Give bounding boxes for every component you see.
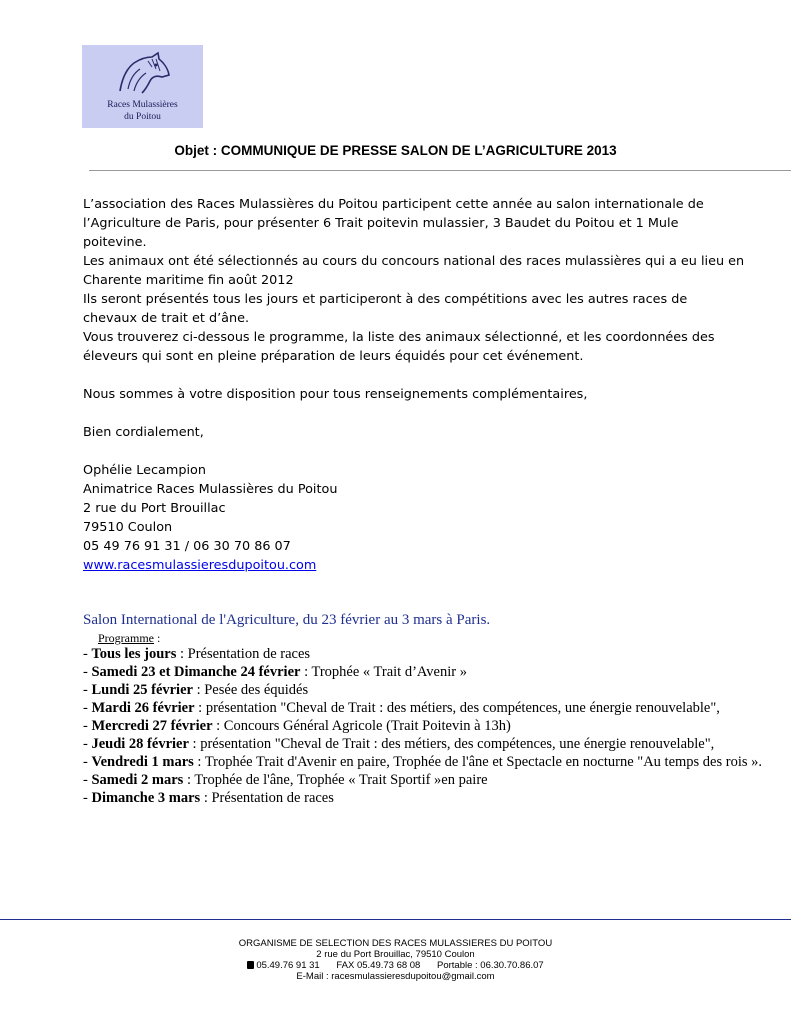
programme-day: Mardi 26 février: [91, 700, 195, 716]
programme-item: - Mercredi 27 février : Concours Général Agricole (Trait Poitevin à 13h): [83, 718, 511, 734]
letter-line: chevaux de trait et d’âne.: [83, 311, 250, 326]
letter-line: poitevine.: [83, 235, 147, 250]
footer-fax: FAX 05.49.73 68 08: [336, 960, 421, 971]
letter-line: Charente maritime fin août 2012: [83, 273, 294, 288]
programme-day: Jeudi 28 février: [91, 736, 189, 752]
programme-section: [83, 611, 763, 807]
programme-item: - Samedi 2 mars : Trophée de l'âne, Trophée « Trait Sportif »en paire: [83, 772, 488, 788]
footer-contacts: [0, 960, 791, 971]
programme-text: : Trophée Trait d'Avenir en paire, Trophée de l'âne et Spectacle en nocturne "Au temps des rois ».: [193, 754, 763, 770]
letter-line: Les animaux ont été sélectionnés au cours du concours national des races mulassières qui a eu lieu en: [83, 254, 745, 269]
programme-item: - Tous les jours : Présentation de races: [83, 646, 311, 662]
letter-line: Ils seront présentés tous les jours et participeront à des compétitions avec les autres races de: [83, 292, 688, 307]
website-link[interactable]: www.racesmulassieresdupoitou.com: [83, 558, 317, 573]
programme-list: [83, 645, 763, 807]
footer: [0, 938, 791, 982]
footer-org: ORGANISME DE SELECTION DES RACES MULASSIERES DU POITOU: [238, 938, 553, 949]
programme-day: Mercredi 27 février: [91, 718, 213, 734]
letter-line: L’association des Races Mulassières du Poitou participent cette année au salon internationale de: [83, 197, 704, 212]
header-divider: [89, 170, 791, 171]
footer-mobile: Portable : 06.30.70.86.07: [436, 960, 544, 971]
programme-item: - Jeudi 28 février : présentation "Cheval de Trait : des métiers, des compétences, une énergie renouvelable",: [83, 736, 715, 752]
logo-text: [82, 99, 203, 123]
programme-text: : présentation "Cheval de Trait : des métiers, des compétences, une énergie renouvelable",: [188, 736, 715, 752]
footer-phone: 05.49.76 91 31: [256, 960, 320, 971]
programme-day: Vendredi 1 mars: [91, 754, 194, 770]
programme-text: : Présentation de races: [200, 790, 334, 806]
programme-text: : Pesée des équidés: [192, 682, 309, 698]
programme-day: Lundi 25 février: [91, 682, 193, 698]
subject-line: Objet : COMMUNIQUE DE PRESSE SALON DE L’AGRICULTURE 2013: [174, 143, 617, 158]
signature-phone: 05 49 76 91 31 / 06 30 70 86 07: [83, 539, 291, 554]
programme-item: - Vendredi 1 mars : Trophée Trait d'Avenir en paire, Trophée de l'âne et Spectacle en nocturne "Au temps des rois ».: [83, 754, 763, 770]
closing: Bien cordialement,: [83, 425, 204, 440]
phone-icon: [247, 961, 254, 969]
programme-item: - Mardi 26 février : présentation "Cheval de Trait : des métiers, des compétences, une énergie renouvelable",: [83, 700, 720, 716]
programme-text: : Présentation de races: [176, 646, 311, 662]
programme-text: : présentation "Cheval de Trait : des métiers, des compétences, une énergie renouvelable",: [194, 700, 720, 716]
footer-divider: [0, 919, 791, 920]
signature-role: Animatrice Races Mulassières du Poitou: [83, 482, 338, 497]
programme-label: Programme :: [98, 631, 161, 645]
letter-line: Nous sommes à votre disposition pour tous renseignements complémentaires,: [83, 387, 588, 402]
logo: [82, 45, 203, 128]
footer-email: E-Mail : racesmulassieresdupoitou@gmail.com: [296, 971, 495, 982]
programme-item: - Dimanche 3 mars : Présentation de races: [83, 790, 334, 806]
programme-day: Tous les jours: [91, 646, 177, 662]
salon-title: Salon International de l'Agriculture, du 23 février au 3 mars à Paris.: [83, 612, 491, 628]
logo-line-2: du Poitou: [124, 112, 161, 122]
signature-address: 2 rue du Port Brouillac: [83, 501, 226, 516]
programme-item: - Samedi 23 et Dimanche 24 février : Trophée « Trait d’Avenir »: [83, 664, 467, 680]
programme-text: : Trophée de l'âne, Trophée « Trait Sportif »en paire: [183, 772, 488, 788]
programme-text: : Concours Général Agricole (Trait Poitevin à 13h): [212, 718, 511, 734]
footer-address: 2 rue du Port Brouillac, 79510 Coulon: [316, 949, 475, 960]
logo-line-1: Races Mulassières: [107, 100, 178, 110]
programme-day: Samedi 2 mars: [91, 772, 184, 788]
letter-line: éleveurs qui sont en pleine préparation de leurs équidés pour cet événement.: [83, 349, 584, 364]
letter-line: Vous trouverez ci-dessous le programme, la liste des animaux sélectionné, et les coordonnées des: [83, 330, 715, 345]
letter-line: l’Agriculture de Paris, pour présenter 6 Trait poitevin mulassier, 3 Baudet du Poitou et 1 Mule: [83, 216, 679, 231]
horse-head-icon: [112, 51, 172, 97]
programme-day: Dimanche 3 mars: [91, 790, 201, 806]
programme-item: - Lundi 25 février : Pesée des équidés: [83, 682, 309, 698]
signature-name: Ophélie Lecampion: [83, 463, 206, 478]
letter-body: [83, 195, 763, 575]
programme-day: Samedi 23 et Dimanche 24 février: [91, 664, 301, 680]
programme-text: : Trophée « Trait d’Avenir »: [300, 664, 467, 680]
signature-city: 79510 Coulon: [83, 520, 173, 535]
